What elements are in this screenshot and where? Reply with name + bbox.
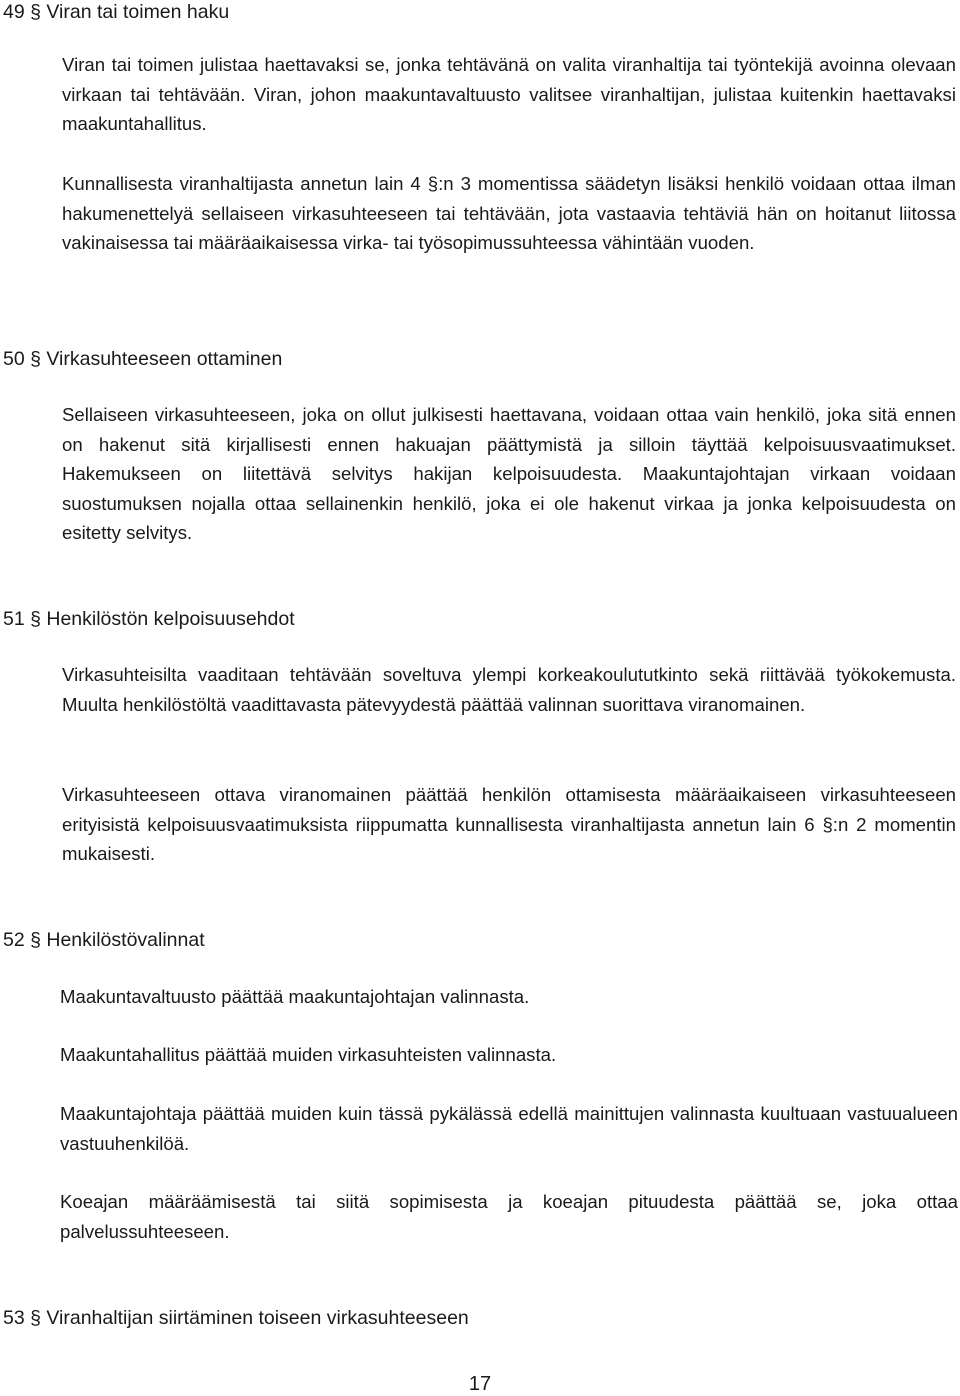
section-52-paragraph-1: Maakuntavaltuusto päättää maakuntajohtajan valinnasta.: [60, 986, 530, 1007]
page-number: 17: [468, 1373, 492, 1395]
section-heading-50: 50 § Virkasuhteeseen ottaminen: [3, 348, 283, 370]
section-heading-53: 53 § Viranhaltijan siirtäminen toiseen virkasuhteeseen: [3, 1307, 469, 1329]
section-50-paragraph-1: Sellaiseen virkasuhteeseen, joka on ollut julkisesti haettavana, voidaan ottaa vain henkilö, joka sitä ennen on hakenut sitä kirjallisesti ennen hakuajan päättymistä ja silloin täyttää kelpoisuusvaatimukset. Hakemukseen on liitettävä selvitys hakijan kelpoisuudesta. Maakuntajohtajan virkaan voidaan suostumuksen nojalla ottaa sellainenkin henkilö, joka ei ole hakenut virkaa ja jonka kelpoisuudesta on esitetty selvitys.: [62, 404, 956, 543]
section-heading-52: 52 § Henkilöstövalinnat: [3, 929, 205, 951]
section-52-paragraph-3: Maakuntajohtaja päättää muiden kuin tässä pykälässä edellä mainittujen valinnasta kuultuaan vastuualueen vastuuhenkilöä.: [60, 1103, 958, 1154]
section-52-paragraph-2: Maakuntahallitus päättää muiden virkasuhteisten valinnasta.: [60, 1044, 557, 1065]
section-51-paragraph-2: Virkasuhteeseen ottava viranomainen päättää henkilön ottamisesta määräaikaiseen virkasuhteeseen erityisistä kelpoisuusvaatimuksista riippumatta kunnallisesta viranhaltijasta annetun lain 6 §:n 2 momentin mukaisesti.: [62, 784, 956, 864]
section-51-paragraph-1: Virkasuhteisilta vaaditaan tehtävään soveltuva ylempi korkeakoulututkinto sekä riittävää työkokemusta. Muulta henkilöstöltä vaadittavasta pätevyydestä päättää valinnan suorittava viranomainen.: [62, 664, 956, 715]
section-49-paragraph-1: Viran tai toimen julistaa haettavaksi se, jonka tehtävänä on valita viranhaltija tai työntekijä avoinna olevaan virkaan tai tehtävään. Viran, johon maakuntavaltuusto valitsee viranhaltijan, julistaa kuitenkin haettavaksi maakuntahallitus.: [62, 54, 956, 134]
section-49-paragraph-2: Kunnallisesta viranhaltijasta annetun lain 4 §:n 3 momentissa säädetyn lisäksi henkilö voidaan ottaa ilman hakumenettelyä sellaiseen virkasuhteeseen tai tehtävään, jota vastaavia tehtäviä hän on hoitanut liitossa vakinaisessa tai määräaikaisessa virka- tai työsopimussuhteessa vähintään vuoden.: [62, 173, 956, 253]
section-heading-51: 51 § Henkilöstön kelpoisuusehdot: [3, 608, 295, 630]
section-heading-49: 49 § Viran tai toimen haku: [3, 1, 230, 23]
section-52-paragraph-4: Koeajan määräämisestä tai siitä sopimisesta ja koeajan pituudesta päättää se, joka ottaa palvelussuhteeseen.: [60, 1191, 958, 1242]
